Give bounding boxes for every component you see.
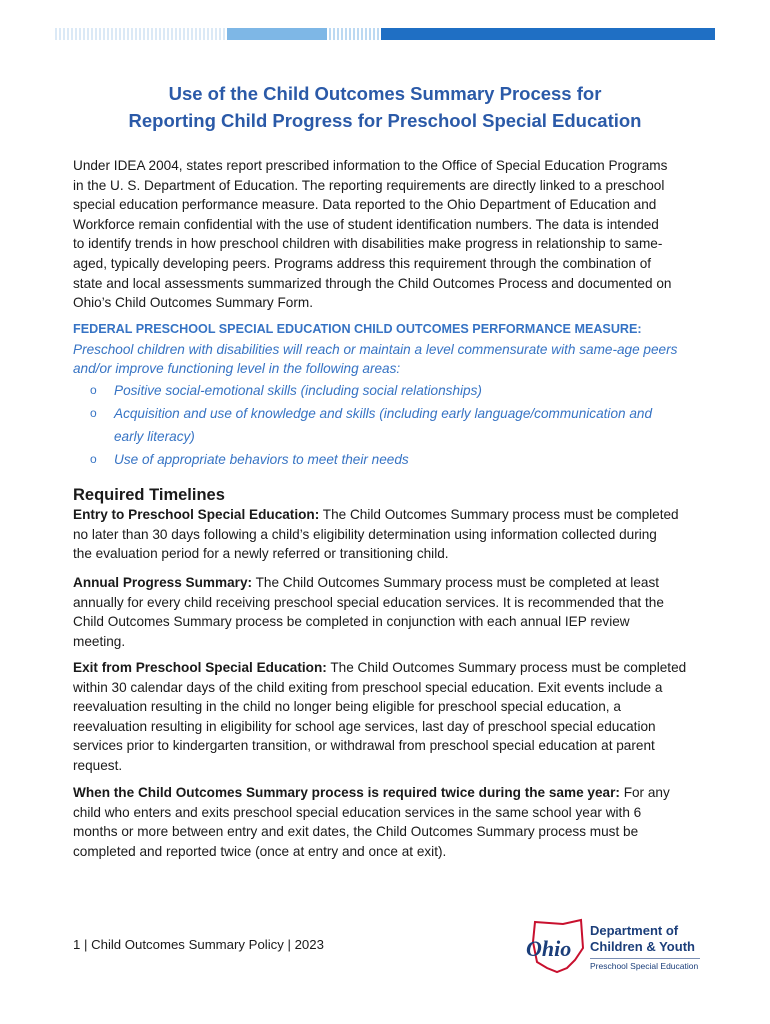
header-bar-segment <box>227 28 327 40</box>
logo-divider <box>590 958 700 959</box>
exit-label: Exit from Preschool Special Education: <box>73 660 327 675</box>
intro-line: in the U. S. Department of Education. The reporting requirements are directly linked to a preschool <box>73 177 665 193</box>
header-bar-segment <box>329 28 379 40</box>
paragraph-text: The Child Outcomes Summary process must be completed <box>326 660 687 675</box>
paragraph-line: no later than 30 days following a child’s eligibility determination using information collected during <box>73 526 657 542</box>
federal-measure-section <box>73 320 698 471</box>
paragraph-text: The Child Outcomes Summary process must be completed <box>319 507 679 522</box>
header-decor-bar <box>55 28 715 40</box>
header-bar-segment <box>381 28 715 40</box>
required-timelines-heading: Required Timelines <box>73 486 225 504</box>
paragraph-line: completed and reported twice (once at entry and once at exit). <box>73 843 447 859</box>
list-item <box>73 379 698 402</box>
twice-label: When the Child Outcomes Summary process is required twice during the same year: <box>73 785 620 800</box>
logo-org-line2: Children & Youth <box>590 939 695 954</box>
ohio-map-icon <box>523 918 587 978</box>
paragraph-line <box>73 658 698 678</box>
list-item-text: Acquisition and use of knowledge and skills (including early language/communication and <box>114 405 653 421</box>
paragraph-line: Child Outcomes Summary process be completed in conjunction with each annual IEP review <box>73 614 630 630</box>
paragraph-line: reevaluation resulting in eligibility for school age services, last day of preschool special education <box>73 718 656 734</box>
list-item <box>73 448 698 471</box>
intro-line: Ohio’s Child Outcomes Summary Form. <box>73 295 313 311</box>
intro-line: state and local assessments summarized through the Child Outcomes Process and documented on <box>73 275 672 291</box>
entry-paragraph <box>73 505 698 564</box>
page-title-line1: Use of the Child Outcomes Summary Process for <box>168 83 602 104</box>
paragraph-text: For any <box>619 785 670 800</box>
paragraph-line: services prior to kindergarten transition, or withdrawal from preschool special education at parent <box>73 738 655 754</box>
ohio-dcy-logo <box>523 918 708 978</box>
page-footer: 1 | Child Outcomes Summary Policy | 2023 <box>73 937 324 952</box>
intro-line: Under IDEA 2004, states report prescribed information to the Office of Special Education Programs <box>73 158 668 173</box>
logo-org-line1: Department of <box>590 923 679 938</box>
annual-label: Annual Progress Summary: <box>73 575 253 590</box>
paragraph-line: reevaluation resulting in the child no longer being eligible for preschool special education, a <box>73 699 621 715</box>
paragraph-text: The Child Outcomes Summary process must be completed at least <box>252 575 660 590</box>
entry-label: Entry to Preschool Special Education: <box>73 507 320 522</box>
page-title-line2: Reporting Child Progress for Preschool Special Education <box>128 110 642 131</box>
list-item-continuation <box>73 425 698 448</box>
intro-line: aged, typically developing peers. Programs address this requirement through the combination of <box>73 255 652 271</box>
paragraph-line: months or more between entry and exit dates, the Child Outcomes Summary process must be <box>73 824 639 840</box>
federal-measure-desc: and/or improve functioning level in the following areas: <box>73 361 401 377</box>
list-item <box>73 402 698 425</box>
list-item-text: Use of appropriate behaviors to meet their needs <box>114 451 409 467</box>
bullet-marker: o <box>90 382 97 397</box>
page-title <box>0 80 770 134</box>
header-bar-segment <box>55 28 225 40</box>
paragraph-line: annually for every child receiving preschool special education services. It is recommended that the <box>73 594 664 610</box>
ohio-wordmark: Ohio <box>526 936 572 961</box>
federal-measure-desc: Preschool children with disabilities will reach or maintain a level commensurate with same-age peers <box>73 341 678 357</box>
paragraph-line <box>73 505 698 525</box>
federal-measure-heading: FEDERAL PRESCHOOL SPECIAL EDUCATION CHILD OUTCOMES PERFORMANCE MEASURE: <box>73 322 642 336</box>
list-item-text: Positive social-emotional skills (including social relationships) <box>114 382 482 398</box>
outcome-areas-list <box>73 379 698 471</box>
paragraph-line: child who enters and exits preschool special education services in the same school year with 6 <box>73 804 642 820</box>
list-item-text: early literacy) <box>114 428 195 444</box>
paragraph-line <box>73 573 698 593</box>
bullet-marker: o <box>90 451 97 466</box>
paragraph-line: request. <box>73 757 123 773</box>
intro-line: to identify trends in how preschool children with disabilities make progress in relationship to same- <box>73 236 663 252</box>
twice-paragraph <box>73 783 698 861</box>
paragraph-line <box>73 783 698 803</box>
bullet-marker: o <box>90 405 97 420</box>
annual-paragraph <box>73 573 698 651</box>
intro-line: Workforce remain confidential with the use of student identification numbers. The data is intended <box>73 216 659 232</box>
paragraph-line: the evaluation period for a newly referred or transitioning child. <box>73 546 449 562</box>
intro-line: special education performance measure. Data reported to the Ohio Department of Education and <box>73 197 657 213</box>
logo-subtitle: Preschool Special Education <box>590 961 699 971</box>
exit-paragraph <box>73 658 698 776</box>
paragraph-line: meeting. <box>73 633 126 649</box>
intro-paragraph <box>73 156 698 313</box>
paragraph-line: within 30 calendar days of the child exiting from preschool special education. Exit events include a <box>73 679 663 695</box>
